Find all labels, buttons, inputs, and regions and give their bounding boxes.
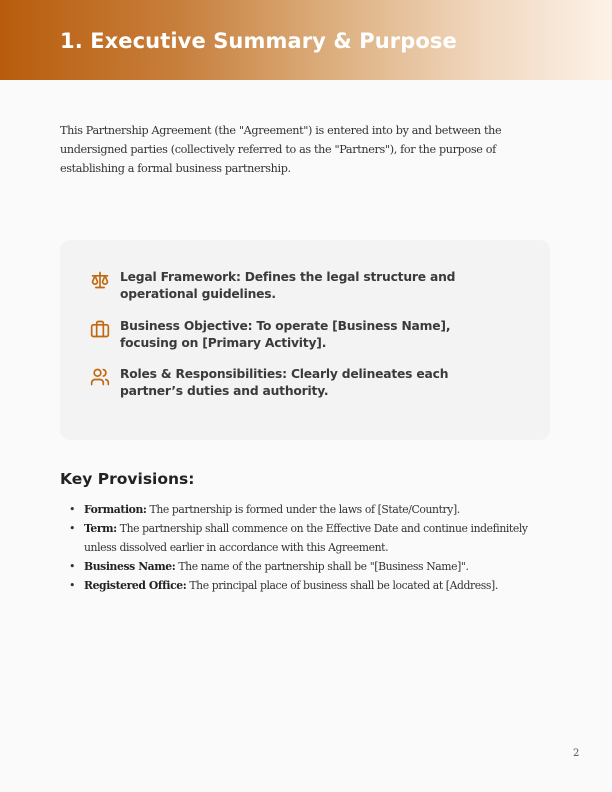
page-number: 2 [573,748,580,759]
section-header [0,0,612,80]
provision-label: Business Name: [84,560,176,573]
provision-label: Formation: [84,503,147,516]
feature-text: Roles & Responsibilities: Clearly delineates each partner’s duties and authority. [120,367,449,398]
provision-label: Registered Office: [84,579,187,592]
key-provisions-list [60,500,540,595]
provision-text: The partnership shall commence on the Effective Date and continue indefinitely unless dissolved earlier in accordance with this Agreement. [84,522,528,554]
provision-label: Term: [84,522,117,535]
bullet-icon: • [69,560,76,573]
bullet-icon: • [69,579,76,592]
key-provisions-heading: Key Provisions: [60,470,195,488]
list-item [60,519,540,557]
bullet-icon: • [69,503,76,516]
provision-text: The name of the partnership shall be "[Business Name]". [175,560,469,573]
bullet-icon: • [69,522,76,535]
scale-icon [90,270,110,290]
feature-roles-responsibilities [90,366,510,400]
feature-business-objective [90,318,510,352]
list-item [60,576,540,595]
intro-paragraph: This Partnership Agreement (the "Agreement") is entered into by and between the undersigned parties (collectively referred to as the "Partners"), for the purpose of establishing a formal business partnership. [60,124,502,175]
summary-card [60,240,550,440]
section-title: 1. Executive Summary & Purpose [60,29,457,53]
briefcase-icon [90,319,110,339]
provision-text: The partnership is formed under the laws of [State/Country]. [146,503,460,516]
provision-text: The principal place of business shall be located at [Address]. [186,579,498,592]
feature-text: Legal Framework: Defines the legal structure and operational guidelines. [120,270,456,301]
feature-text: Business Objective: To operate [Business Name], focusing on [Primary Activity]. [120,319,451,350]
feature-legal-framework [90,269,510,303]
users-icon [90,367,110,387]
list-item [60,500,540,519]
list-item [60,557,540,576]
